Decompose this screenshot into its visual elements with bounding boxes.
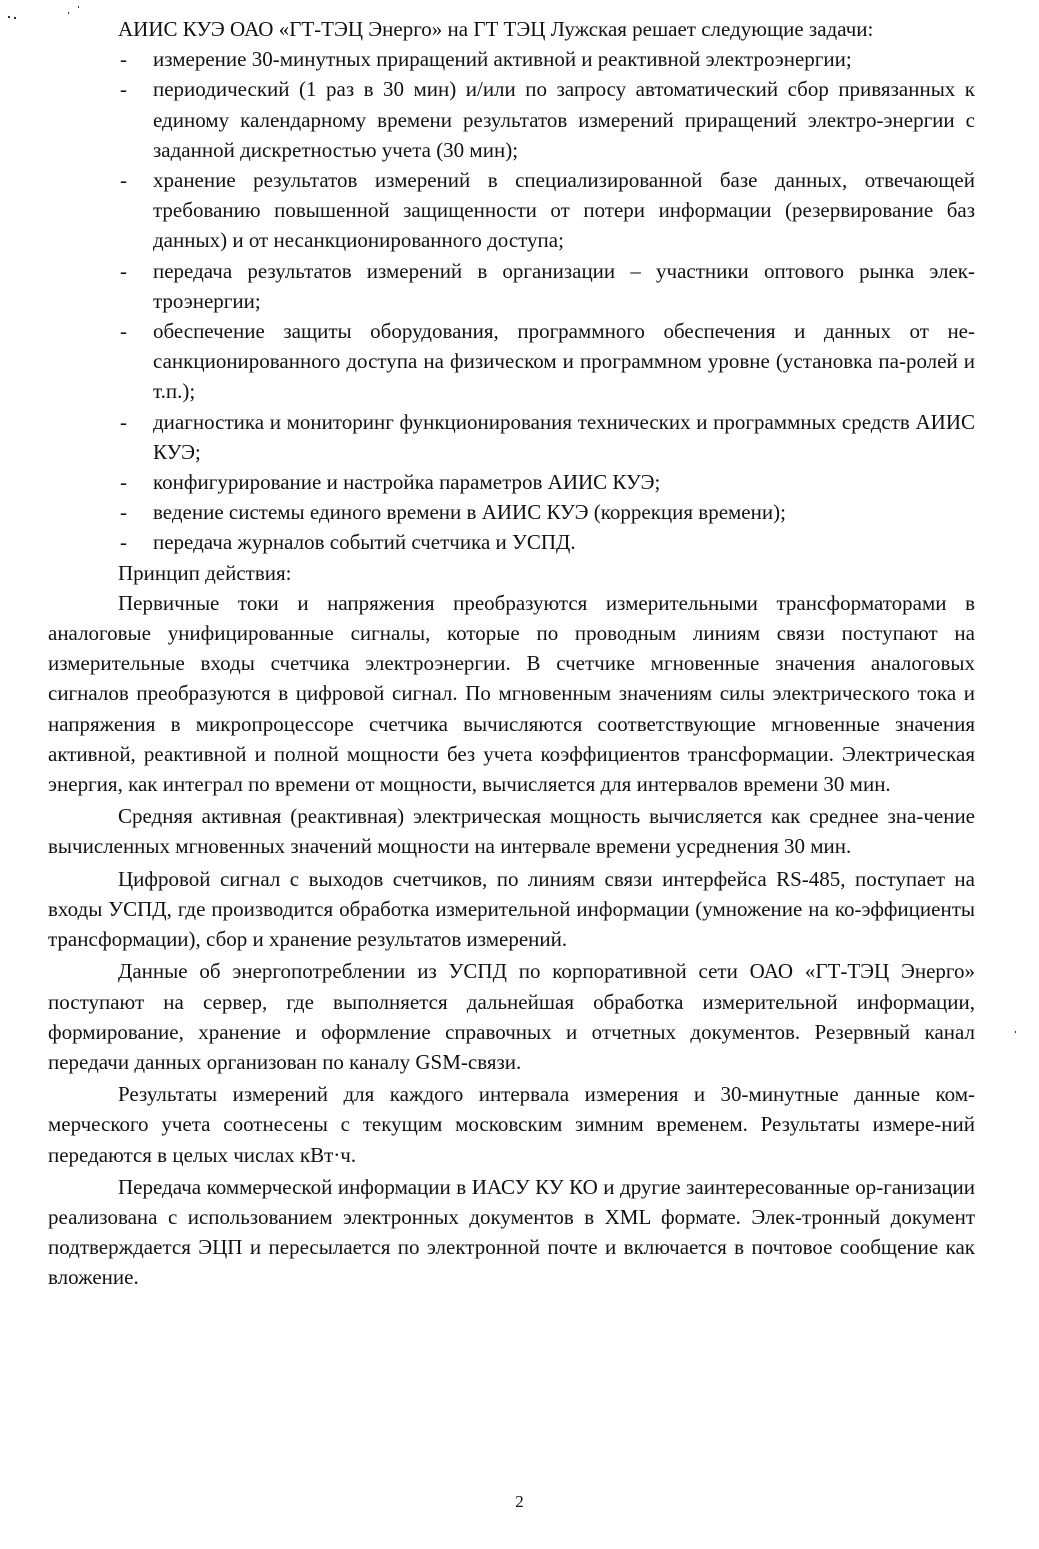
task-item: - конфигурирование и настройка параметров АИИС КУЭ; <box>48 467 975 497</box>
bullet-dash: - <box>120 168 127 193</box>
scan-speck <box>1015 1031 1016 1033</box>
bullet-dash: - <box>120 500 127 525</box>
body-paragraph: Передача коммерческой информации в ИАСУ КУ КО и другие заинтересованные ор-ганизации реализована с использованием электронных документов в XML формате. Элек-тронный документ подтверждается ЭЦП и пересылается по электронной почте и включается в почтовое сообщение как вложение. <box>48 1174 975 1290</box>
body-paragraph: Результаты измерений для каждого интервала измерения и 30-минутные данные ком-мерческого учета соотнесены с текущим московским зимним временем. Результаты измере-ний передаются в целых числах кВт·ч. <box>48 1082 975 1167</box>
scan-speck <box>14 17 16 19</box>
body-paragraph: Цифровой сигнал с выходов счетчиков, по линиям связи интерфейса RS-485, поступает на входы УСПД, где производится обработка измерительной информации (умножение на ко-эффициенты трансформации), сбор и хранение результатов измерений. <box>48 866 975 952</box>
task-item: - ведение системы единого времени в АИИС КУЭ (коррекция времени); <box>48 497 975 527</box>
bullet-dash: - <box>120 530 127 555</box>
task-item: - обеспечение защиты оборудования, программного обеспечения и данных от не-санкционированного доступа на физическом и программном уровне (установка па-ролей и т.п.); <box>48 316 975 407</box>
scan-speck <box>78 6 79 8</box>
task-item: - измерение 30-минутных приращений активной и реактивной электроэнергии; <box>48 44 975 74</box>
task-item: - диагностика и мониторинг функционирования технических и программных средств АИИС КУЭ; <box>48 407 975 467</box>
bullet-dash: - <box>120 258 127 283</box>
page-number: 2 <box>515 1492 524 1511</box>
task-item: - хранение результатов измерений в специализированной базе данных, отвечающей требованию повышенной защищенности от потери информации (резервирование баз данных) и от несанкционированного доступа; <box>48 165 975 256</box>
task-item: - передача журналов событий счетчика и УСПД. <box>48 527 975 557</box>
principle-heading: Принцип действия: <box>118 560 292 585</box>
bullet-dash: - <box>120 319 127 344</box>
body-paragraph: Данные об энергопотреблении из УСПД по корпоративной сети ОАО «ГТ-ТЭЦ Энерго» поступают на сервер, где выполняется дальнейшая обработка измерительной информации, формирование, хранение и оформление справочных и отчетных документов. Резервный канал передачи данных организован по каналу GSM-связи. <box>48 959 975 1074</box>
task-list <box>48 44 975 557</box>
bullet-dash: - <box>120 47 127 72</box>
body-paragraph: Первичные токи и напряжения преобразуются измерительными трансформаторами в аналоговые унифицированные сигналы, которые по проводным линиям связи поступают на измерительные входы счетчика электроэнергии. В счетчике мгновенные значения аналоговых сигналов преобразуются в цифровой сигнал. По мгновенным значениям силы электрического тока и напряжения в микропроцессоре счетчика вычисляются соответствующие мгновенные значения активной, реактивной и полной мощности без учета коэффициентов трансформации. Электрическая энергия, как интеграл по времени от мощности, вычисляется для интервалов времени 30 мин. <box>48 590 975 797</box>
task-item: - периодический (1 раз в 30 мин) и/или по запросу автоматический сбор привязанных к единому календарному времени результатов измерений приращений электро-энергии с заданной дискретностью учета (30 мин); <box>48 74 975 165</box>
bullet-dash: - <box>120 470 127 495</box>
task-item: - передача результатов измерений в организации – участники оптового рынка элек-троэнергии; <box>48 256 975 316</box>
bullet-dash: - <box>120 77 127 102</box>
intro-line: АИИС КУЭ ОАО «ГТ-ТЭЦ Энерго» на ГТ ТЭЦ Лужская решает следующие задачи: <box>118 17 874 41</box>
scan-speck <box>8 16 10 18</box>
body-paragraph: Средняя активная (реактивная) электрическая мощность вычисляется как среднее зна-чение вычисленных мгновенных значений мощности на интервале времени усреднения 30 мин. <box>48 804 975 859</box>
document-page <box>48 14 975 1293</box>
bullet-dash: - <box>120 409 127 434</box>
